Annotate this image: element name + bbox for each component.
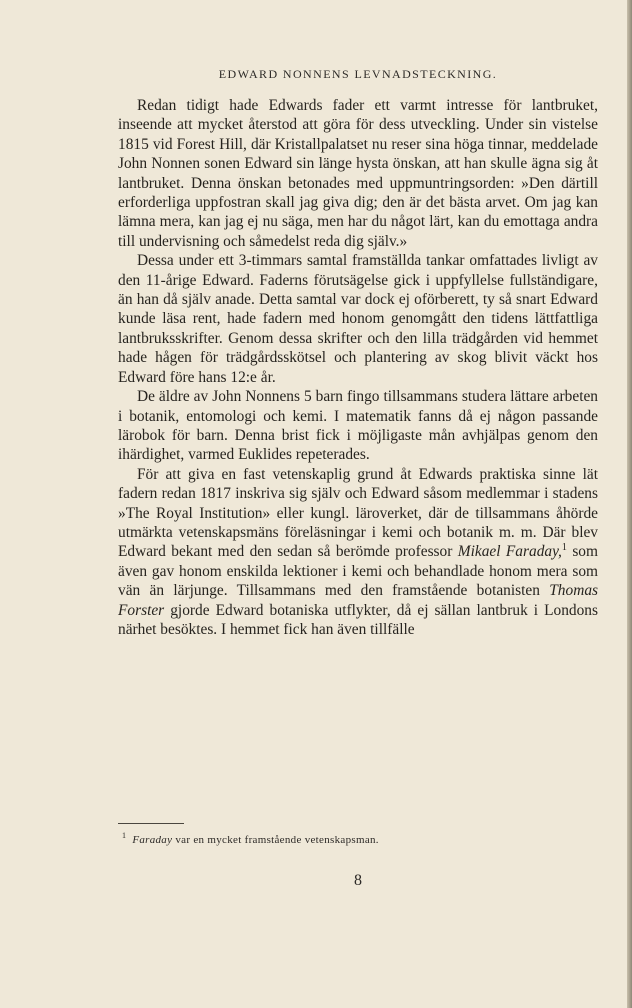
- footnote-italic-name: Faraday: [132, 834, 173, 846]
- paragraph-1: Redan tidigt hade Edwards fader ett varmt intresse för lantbruket, inseende att mycket återstod att göra för dess utveckling. Under sin vistelse 1815 vid Forest Hill, där Kristallpalatset nu reser sina höga tinnar, meddelade John Nonnen sonen Edward sin länge hysta önskan, att han skulle ägna sig åt lantbruket. Denna önskan betonades med uppmuntringsorden: »Den därtill erforderliga uppfostran skall jag giva dig; den är det bästa arvet. Om jag kan lämna mera, kan jag ej nu säga, men har du något lärt, kan du emottaga andra till undervisning och såmedelst reda dig själv.»: [118, 97, 598, 250]
- faraday-name: Mikael Faraday,: [457, 543, 562, 561]
- footnote: [118, 831, 598, 846]
- page-number: 8: [354, 872, 362, 889]
- footnote-text: var en mycket framstående vetenskapsman.: [172, 834, 379, 846]
- paragraph-4-text-2: som även gav honom enskilda lektioner i kemi och behandlade honom mera som vän än lärjunge. Tillsammans med den framstående botanisten: [118, 543, 598, 600]
- paragraph-4-text-3: gjorde Edward botaniska utflykter, då ej sällan lantbruk i Londons närhet besöktes. I hemmet fick han även tillfälle: [118, 601, 598, 638]
- paragraph-2: Dessa under ett 3-timmars samtal framställda tankar omfattades livligt av den 11-årige Edward. Faderns förutsägelse gick i uppfyllelse fullständigare, än han då själv anade. Detta samtal var dock ej oförberett, ty så snart Edward kunde läsa rent, hade fadern med honom genomgått den tidens lättfattliga lantbruksskrifter. Genom dessa skrifter och den lilla trädgården vid hemmet hade hågen för trädgårdsskötsel och plantering av skog blivit väckt hos Edward före hans 12:e år.: [118, 252, 598, 386]
- paragraph-4: [118, 465, 598, 640]
- footnote-number: 1: [122, 831, 127, 841]
- page-edge-shadow: [627, 0, 632, 1008]
- paragraph-4-text-1: För att giva en fast vetenskaplig grund åt Edwards praktiska sinne lät fadern redan 1817 inskriva sig själv och Edward såsom medlemmar i stadens »The Royal Institution» eller kungl. läroverket, där de tillsammans åhörde utmärkta vetenskapsmäns föreläsningar i kemi och botanik m. m. Där blev Edward bekant med den sedan så berömde professor: [118, 465, 598, 561]
- paragraph-3: De äldre av John Nonnens 5 barn fingo tillsammans studera lättare arbeten i botanik, entomologi och kemi. I matematik fanns då ej någon passande lärobok för barn. Denna brist fick i möjligaste mån avhjälpas genom den ihärdighet, varmed Euklides repeterades.: [118, 388, 598, 464]
- running-head: EDWARD NONNENS LEVNADSTECKNING.: [218, 67, 498, 81]
- footnote-rule: [118, 823, 184, 824]
- body-text: [118, 96, 598, 639]
- forster-name: Thomas Forster: [118, 582, 598, 619]
- footnote-reference: 1: [561, 542, 567, 554]
